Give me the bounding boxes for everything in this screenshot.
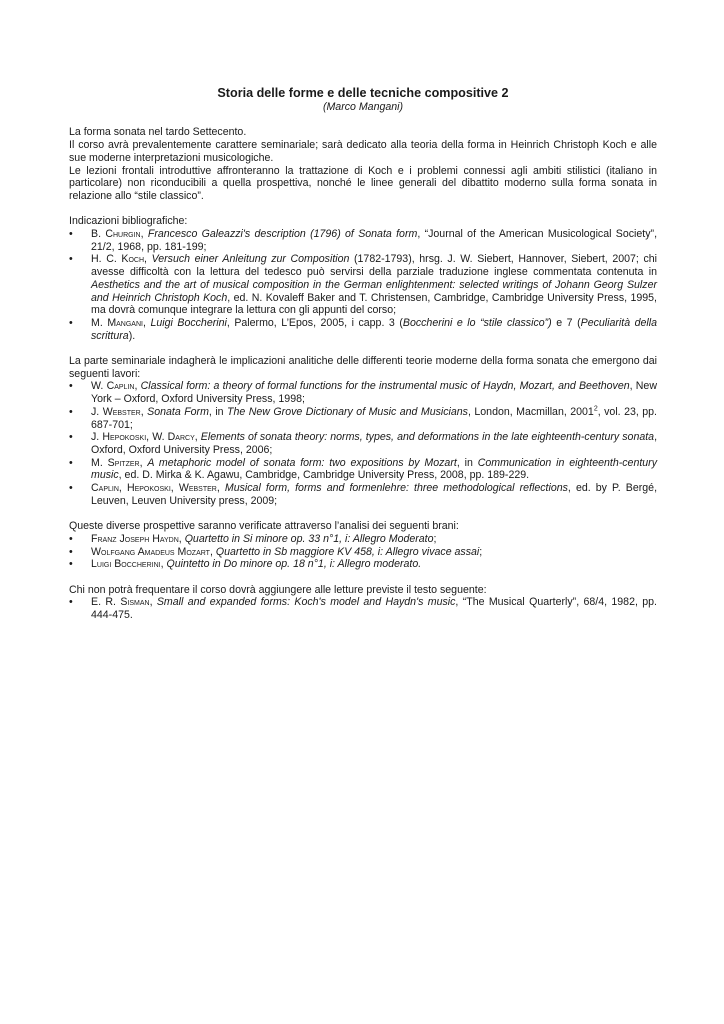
bullet-icon: • [69, 431, 73, 444]
intro-line-2: Il corso avrà prevalentemente carattere seminariale; sarà dedicato alla teoria della forma in Heinrich Christoph Koch e alle sue moderne interpretazioni musicologiche. [69, 139, 657, 164]
bullet-icon: • [69, 596, 73, 609]
bullet-icon: • [69, 380, 73, 393]
intro-line-1: La forma sonata nel tardo Settecento. [69, 126, 247, 139]
bullet-icon: • [69, 456, 73, 469]
list-item: • W. Caplin, Classical form: a theory of formal functions for the instrumental music of Haydn, Mozart, and Beethoven, New York – Oxford, Oxford University Press, 1998; [69, 380, 657, 406]
document-author: (Marco Mangani) [322, 101, 404, 113]
intro-line-3: Le lezioni frontali introduttive affronteranno la trattazione di Koch e i problemi connessi agli ambiti stilistici (italiano in particolare) non riconducibili a quella prospettiva, nonché le linee generali del dibattito moderno sulla forma sonata in relazione allo “stile classico”. [69, 164, 657, 202]
list-item: • Caplin, Hepokoski, Webster, Musical form, forms and formenlehre: three methodological reflections, ed. by P. Bergé, Leuven, Leuven University press, 2009; [69, 482, 658, 507]
seminar-list [69, 380, 657, 507]
seminar-heading: La parte seminariale indagherà le implicazioni analitiche delle differenti teorie moderne della forma sonata che emergono dai seguenti lavori: [69, 355, 657, 380]
extra-list [69, 596, 657, 621]
list-item: • M. Spitzer, A metaphoric model of sonata form: two expositions by Mozart, in Communication in eighteenth-century music, ed. D. Mirka & K. Agawu, Cambridge, Cambridge University Press, 2008, pp. 189-229. [69, 456, 657, 482]
list-item: • Wolfgang Amadeus Mozart, Quartetto in Sb maggiore KV 458, i: Allegro vivace assai; [69, 545, 483, 558]
bullet-icon: • [69, 558, 73, 571]
document-page [69, 86, 657, 622]
intro-section [69, 126, 657, 202]
bullet-icon: • [69, 405, 73, 418]
list-item: • E. R. Sisman, Small and expanded forms: Koch's model and Haydn's music, “The Musical Quarterly”, 68/4, 1982, pp. 444-475. [69, 596, 657, 622]
biblio-list [69, 228, 657, 342]
bullet-icon: • [69, 545, 73, 558]
bullet-icon: • [69, 532, 73, 545]
bullet-icon: • [69, 253, 73, 266]
list-item: • B. Churgin, Francesco Galeazzi's description (1796) of Sonata form, “Journal of the American Musicological Society”, 21/2, 1968, pp. 181-199; [69, 228, 658, 253]
list-item: • H. C. Koch, Versuch einer Anleitung zur Composition (1782-1793), hrsg. J. W. Siebert, Hannover, Siebert, 2007; chi avesse difficoltà con la lettura del tedesco può servirsi della parziale traduzione inglese commentata contenuta in Aesthetics and the art of musical composition in the German enlightenment: selected writings of Johann Georg Sulzer and Heinrich Christoph Koch, ed. N. Kovaleff Baker and T. Christensen, Cambridge, Cambridge University Press, 1995, ma dovrà comunque integrare la lettura con gli appunti del corso; [69, 253, 658, 317]
biblio-heading: Indicazioni bibliografiche: [69, 215, 188, 228]
bullet-icon: • [69, 316, 73, 329]
list-item: • Luigi Boccherini, Quintetto in Do minore op. 18 n°1, i: Allegro moderato. [69, 558, 422, 571]
analysis-heading: Queste diverse prospettive saranno verificate attraverso l’analisi dei seguenti brani: [69, 520, 459, 533]
list-item: • M. Mangani, Luigi Boccherini, Palermo, L’Epos, 2005, i capp. 3 (Boccherini e lo “stile classico”) e 7 (Peculiarità della scrittura). [69, 316, 658, 342]
bullet-icon: • [69, 228, 73, 240]
document-title: Storia delle forme e delle tecniche compositive 2 [217, 86, 509, 100]
analysis-list [69, 533, 657, 571]
list-item: • J. Hepokoski, W. Darcy, Elements of sonata theory: norms, types, and deformations in the late eighteenth-century sonata, Oxford, Oxford University Press, 2006; [69, 431, 658, 456]
bullet-icon: • [69, 482, 73, 495]
extra-heading: Chi non potrà frequentare il corso dovrà aggiungere alle letture previste il testo seguente: [69, 583, 487, 596]
list-item: • J. Webster, Sonata Form, in The New Grove Dictionary of Music and Musicians, London, Macmillan, 2001$^2$, vol. 23, pp. 687-701; [69, 405, 657, 431]
list-item: • Franz Joseph Haydn, Quartetto in Si minore op. 33 n°1, i: Allegro Moderato; [69, 532, 437, 545]
